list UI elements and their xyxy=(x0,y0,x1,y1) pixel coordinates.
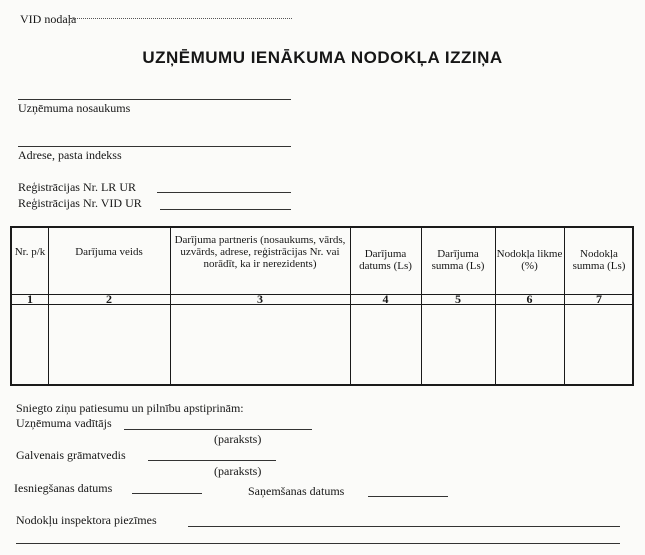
transactions-table xyxy=(10,226,634,386)
submit-date-line[interactable] xyxy=(132,493,202,494)
col-number: 4 xyxy=(382,292,389,306)
header-type: Darījuma veids xyxy=(75,246,143,258)
receive-date-label: Saņemšanas datums xyxy=(248,484,345,498)
address-line[interactable] xyxy=(18,146,291,147)
receive-date-line[interactable] xyxy=(368,496,448,497)
head-label: Uzņēmuma vadītājs xyxy=(16,416,112,430)
header-date: Darījuma datums (Ls) xyxy=(359,248,412,272)
col-number: 5 xyxy=(455,292,461,306)
col-number: 2 xyxy=(106,292,112,306)
reg-vid-line[interactable] xyxy=(160,209,291,210)
head-signature-line[interactable] xyxy=(124,429,312,430)
col-number: 1 xyxy=(27,292,33,306)
header-nr: Nr. p/k xyxy=(14,246,46,258)
reg-vid-label: Reģistrācijas Nr. VID UR xyxy=(18,196,142,210)
inspector-notes-line[interactable] xyxy=(188,526,620,527)
address-label: Adrese, pasta indekss xyxy=(18,148,122,162)
office-label: VID nodaļa xyxy=(20,12,77,26)
header-amount: Darījuma summa (Ls) xyxy=(431,248,485,272)
inspector-notes-label: Nodokļu inspektora piezīmes xyxy=(16,513,157,527)
col-number: 7 xyxy=(596,292,602,306)
confirm-text: Sniegto ziņu patiesumu un pilnību apstiprinām: xyxy=(16,401,244,415)
page-title: UZŅĒMUMU IENĀKUMA NODOKĻA IZZIŅA xyxy=(142,48,503,67)
company-name-line[interactable] xyxy=(18,99,291,100)
reg-lr-label: Reģistrācijas Nr. LR UR xyxy=(18,180,136,194)
col-number: 6 xyxy=(526,292,533,306)
office-line[interactable] xyxy=(70,18,292,19)
header-partner: Darījuma partneris (nosaukums, vārds, uzvārds, adrese, reģistrācijas Nr. vai norādīt, ka ir nerezidents) xyxy=(174,234,346,270)
company-name-label: Uzņēmuma nosaukums xyxy=(18,101,131,115)
signature-caption: (paraksts) xyxy=(214,432,262,446)
accountant-signature-line[interactable] xyxy=(148,460,276,461)
signature-caption-2: (paraksts) xyxy=(214,464,262,478)
reg-lr-line[interactable] xyxy=(157,192,291,193)
submit-date-label: Iesniegšanas datums xyxy=(14,481,113,495)
header-tax: Nodokļa summa (Ls) xyxy=(572,248,626,272)
header-rate: Nodokļa likme (%) xyxy=(496,248,563,272)
accountant-label: Galvenais grāmatvedis xyxy=(16,448,126,462)
inspector-notes-line-2[interactable] xyxy=(16,543,620,544)
col-number: 3 xyxy=(257,292,263,306)
